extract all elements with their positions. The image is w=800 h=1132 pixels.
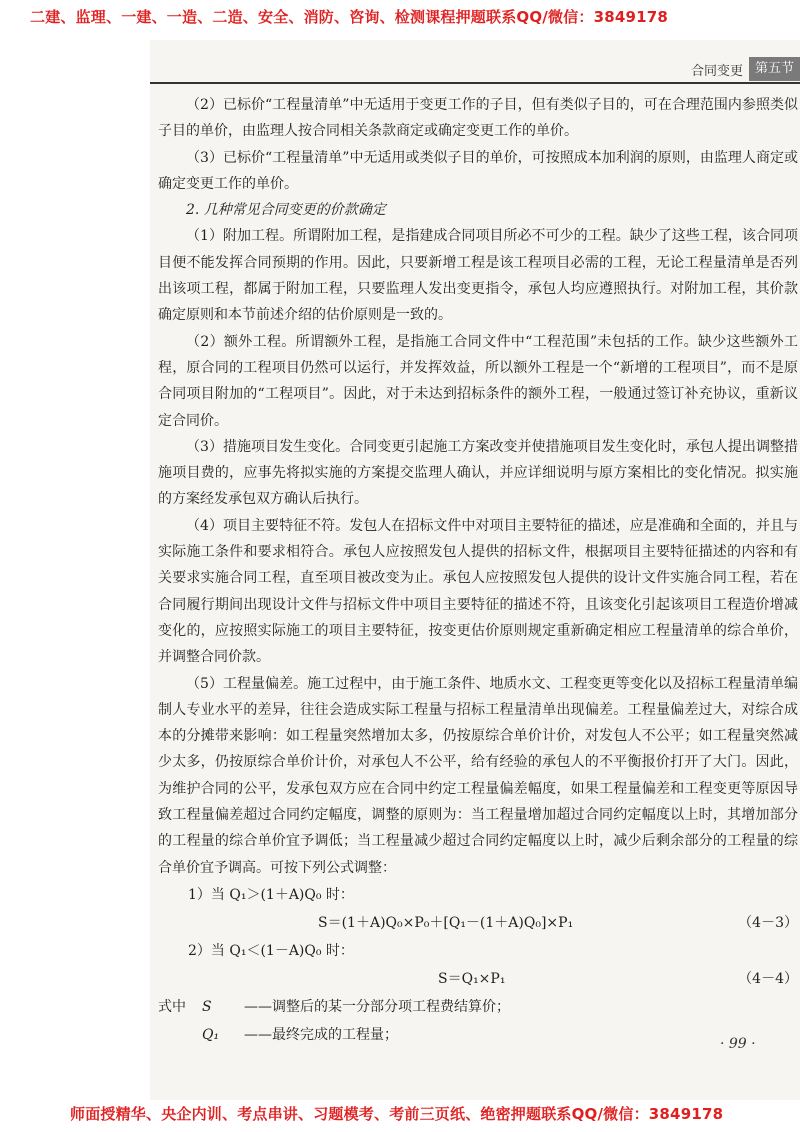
formula-condition: 1）当 Q₁＞(1＋A)Q₀ 时：	[188, 886, 354, 903]
paragraph: （5）工程量偏差。施工过程中，由于施工条件、地质水文、工程变更等变化以及招标工程量清单编制人专业水平的差异，往往会造成实际工程量与招标工程量清单出现偏差。工程量偏差过大，对综合成本的分摊带来影响：如工程量突然增加太多，仍按原综合单价计价，对发包人不公平；如工程量突然减少太多，仍按原综合单价计价，对承包人不公平，给有经验的承包人的不平衡报价打开了大门。因此，为维护合同的公平，发承包双方应在合同中约定工程量偏差幅度，如果工程量偏差和工程变更等原因导致工程量偏差超过合同约定幅度，调整的原则为：当工程量增加超过合同约定幅度以上时，其增加部分的工程量的综合单价宜予调低；当工程量减少超过合同约定幅度以上时，减少后剩余部分的工程量的综合单价宜予调高。可按下列公式调整：	[158, 675, 798, 876]
formula-4-3	[158, 909, 798, 937]
formula-4-4	[158, 965, 798, 993]
paragraph: （3）措施项目发生变化。合同变更引起施工方案改变并使措施项目发生变化时，承包人提出调整措施项目费的，应事先将拟实施的方案提交监理人确认，并应详细说明与原方案相比的变化情况。拟实施的方案经发承包双方确认后执行。	[158, 438, 798, 508]
chapter-title: 合同变更	[690, 63, 743, 79]
bottom-contact-banner: 师面授精华、央企内训、考点串讲、习题模考、考前三页纸、绝密押题联系QQ/微信：3849178	[70, 1105, 724, 1123]
paragraph: （2）已标价“工程量清单”中无适用于变更工作的子目，但有类似子目的，可在合理范围内参照类似子目的单价，由监理人按合同相关条款商定或确定变更工作的单价。	[158, 97, 798, 140]
variable-definition	[158, 1021, 798, 1049]
variable-definition	[158, 993, 798, 1021]
paragraph: （3）已标价“工程量清单”中无适用或类似子目的单价，可按照成本加利润的原则，由监理人商定或确定变更工作的单价。	[158, 149, 798, 192]
formula-expression: S＝Q₁×P₁	[438, 970, 506, 987]
equation-number: （4－3）	[738, 914, 798, 931]
subheading: 2. 几种常见合同变更的价款确定	[186, 202, 386, 219]
formula-condition: 2）当 Q₁＜(1－A)Q₀ 时：	[188, 942, 354, 959]
header-rule	[150, 82, 800, 84]
section-tab: 第五节	[749, 57, 800, 81]
formula-condition-1	[158, 881, 798, 909]
definition-description: ——调整后的某一分部分项工程费结算价；	[244, 998, 510, 1015]
formula-expression: S＝(1＋A)Q₀×P₀＋[Q₁－(1＋A)Q₀]×P₁	[318, 914, 574, 931]
running-header	[691, 57, 800, 81]
definition-description: ——最终完成的工程量；	[244, 1026, 398, 1043]
definition-lead: 式中	[158, 998, 186, 1015]
page-number: · 99 ·	[720, 1036, 756, 1052]
paragraph: （1）附加工程。所谓附加工程，是指建成合同项目所必不可少的工程。缺少了这些工程，该合同项目便不能发挥合同预期的作用。因此，只要新增工程是该工程项目必需的工程，无论工程量清单是否列出该项工程，都属于附加工程，只要监理人发出变更指令，承包人均应遵照执行。对附加工程，其价款确定原则和本节前述介绍的估价原则是一致的。	[158, 228, 798, 324]
page-content	[158, 92, 798, 1049]
formula-condition-2	[158, 937, 798, 965]
equation-number: （4－4）	[738, 970, 798, 987]
definition-symbol: S	[202, 998, 212, 1015]
definition-symbol: Q₁	[202, 1026, 220, 1043]
top-contact-banner: 二建、监理、一建、一造、二造、安全、消防、咨询、检测课程押题联系QQ/微信：3849178	[30, 8, 669, 26]
paragraph: （4）项目主要特征不符。发包人在招标文件中对项目主要特征的描述，应是准确和全面的，并且与实际施工条件和要求相符合。承包人应按照发包人提供的招标文件，根据项目主要特征描述的内容和有关要求实施合同工程，直至项目被改变为止。承包人应按照发包人提供的设计文件实施合同工程，若在合同履行期间出现设计文件与招标文件中项目主要特征的描述不符，且该变化引起该项目工程造价增减变化的，应按照实际施工的项目主要特征，按变更估价原则规定重新确定相应工程量清单的综合单价，并调整合同价款。	[158, 517, 798, 666]
paragraph: （2）额外工程。所谓额外工程，是指施工合同文件中“工程范围”未包括的工作。缺少这些额外工程，原合同的工程项目仍然可以运行，并发挥效益，所以额外工程是一个“新增的工程项目”，而不是原合同项目附加的“工程项目”。因此，对于未达到招标条件的额外工程，一般通过签订补充协议，重新议定合同价。	[158, 333, 798, 429]
